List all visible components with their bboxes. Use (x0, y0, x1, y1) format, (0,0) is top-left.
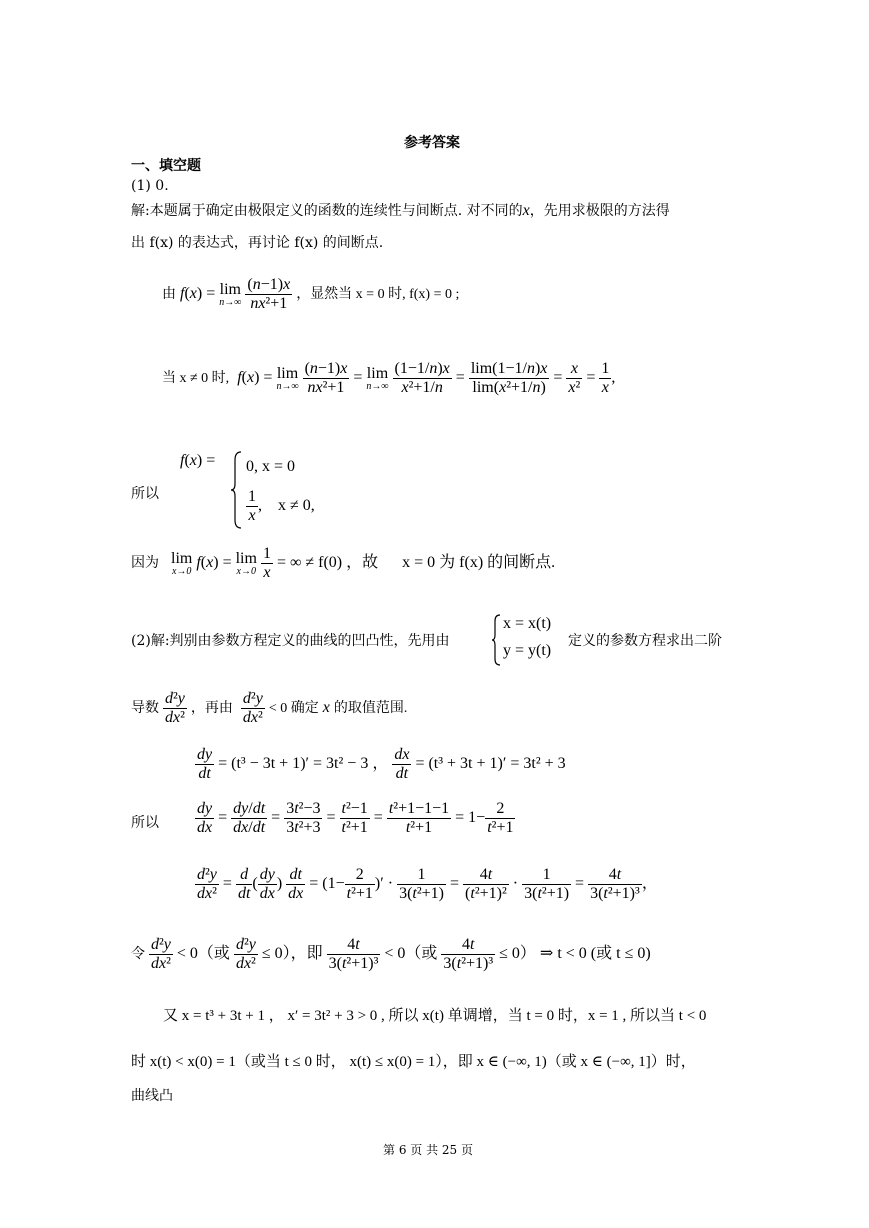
q2-para-c: 曲线凸 (131, 1088, 173, 1104)
q1-explain-line1: 解:本题属于确定由极限定义的函数的连续性与间断点. 对不同的x，先用求极限的方法得 (131, 202, 670, 219)
q1-piecewise: f(x) = (180, 452, 216, 469)
q1-case2: $\frac{1}{x}$ , x ≠ 0, (248, 488, 315, 524)
q1-explain-line2: 出 f(x) 的表达式，再讨论 f(x) 的间断点. (131, 235, 384, 251)
brace-icon (490, 613, 502, 667)
q2-intro: (2)解:判别由参数方程定义的曲线的凹凸性，先用由 (131, 633, 450, 649)
q1-eq2: 当 x ≠ 0 时, f(x) = lim n→∞ $\frac{(n-1)x}{\text{nx²+1}}$ = lim n→∞ $\frac{(1-1/n)x}{\text{x²+1/n}}$ = $\frac{\lim(1-1/n)x}{\text{lim(x²+1/n)}}$ = $\frac{x}{\text{x²}}$ = $\frac{1}{x}$ , (162, 360, 616, 396)
q1-because: 因为 lim x→0 f(x) = lim x→0 $\frac{1}{x}$ = ∞ ≠ f(0) ，故 x = 0 为 f(x) 的间断点. (131, 545, 556, 581)
q2-d2ydx2: $\frac{\text{d²y}}{\text{dx²}}$ = $\frac{d}{dt}$ ( $\frac{dy}{dx}$ ) $\frac{dt}{dx}$ = (1− $\frac{2}{\text{t²+1}}$ )′ · $\frac{1}{\text{3(t²+1)}}$ = $\frac{4t}{\text{(t²+1)²}}$ · $\frac{1}{\text{3(t²+1)}}$ = $\frac{4t}{\text{3(t²+1)³}}$ ， (197, 866, 658, 902)
q2-param2: y = y(t) (503, 642, 552, 659)
q2-derivatives: $\frac{dy}{dt}$ = (t³ − 3t + 1)′ = 3t² − 3 ， $\frac{dx}{dt}$ = (t³ + 3t + 1)′ = 3t² + 3 (197, 746, 566, 782)
q2-param1: x = x(t) (503, 615, 552, 632)
q2-ling: 令 $\frac{\text{d²y}}{\text{dx²}}$ < 0（或 $\frac{\text{d²y}}{\text{dx²}}$ ≤ 0），即 $\frac{4t}{\text{3(t²+1)³}}$ < 0（或 $\frac{4t}{\text{3(t²+1)³}}$ ≤ 0） ⇒ t < 0 (或 t ≤ 0) (131, 936, 651, 972)
q2-so: 所以 (131, 815, 159, 831)
q2-para-a: 又 x = t³ + 3t + 1 ， x′ = 3t² + 3 > 0 , 所以 x(t) 单调增，当 t = 0 时，x = 1 , 所以当 t < 0 (163, 1008, 707, 1024)
q1-eq1: 由 f(x) = lim n→∞ $\frac{(n-1)x}{\text{nx²+1}}$ ，显然当 x = 0 时, f(x) = 0 ; (162, 276, 460, 312)
q2-line2: 导数 $\frac{\text{d²y}}{\text{dx²}}$ ，再由 $\frac{\text{d²y}}{\text{dx²}}$ < 0 确定 x 的取值范围. (131, 690, 408, 726)
q2-dydx: $\frac{dy}{dx}$ = $\frac{dy/dt}{dx/dt}$ = $\frac{\text{3t²−3}}{\text{3t²+3}}$ = $\frac{\text{t²−1}}{\text{t²+1}}$ = $\frac{\text{t²+1−1−1}}{\text{t²+1}}$ = 1− $\frac{2}{\text{t²+1}}$ (197, 800, 514, 836)
page-title: 参考答案 (404, 135, 460, 151)
brace-icon (229, 450, 243, 530)
q1-case1: 0, x = 0 (246, 458, 296, 475)
section-heading: 一、填空题 (131, 158, 201, 174)
page-footer: 第 6 页 共 25 页 (383, 1143, 473, 1157)
q2-para-b: 时 x(t) < x(0) = 1（或当 t ≤ 0 时， x(t) ≤ x(0) = 1），即 x ∈ (−∞, 1)（或 x ∈ (−∞, 1]）时， (131, 1054, 696, 1070)
q1-so: 所以 (131, 486, 159, 502)
q1-answer: (1) 0. (131, 178, 169, 194)
q2-intro-tail: 定义的参数方程求出二阶 (568, 633, 722, 649)
